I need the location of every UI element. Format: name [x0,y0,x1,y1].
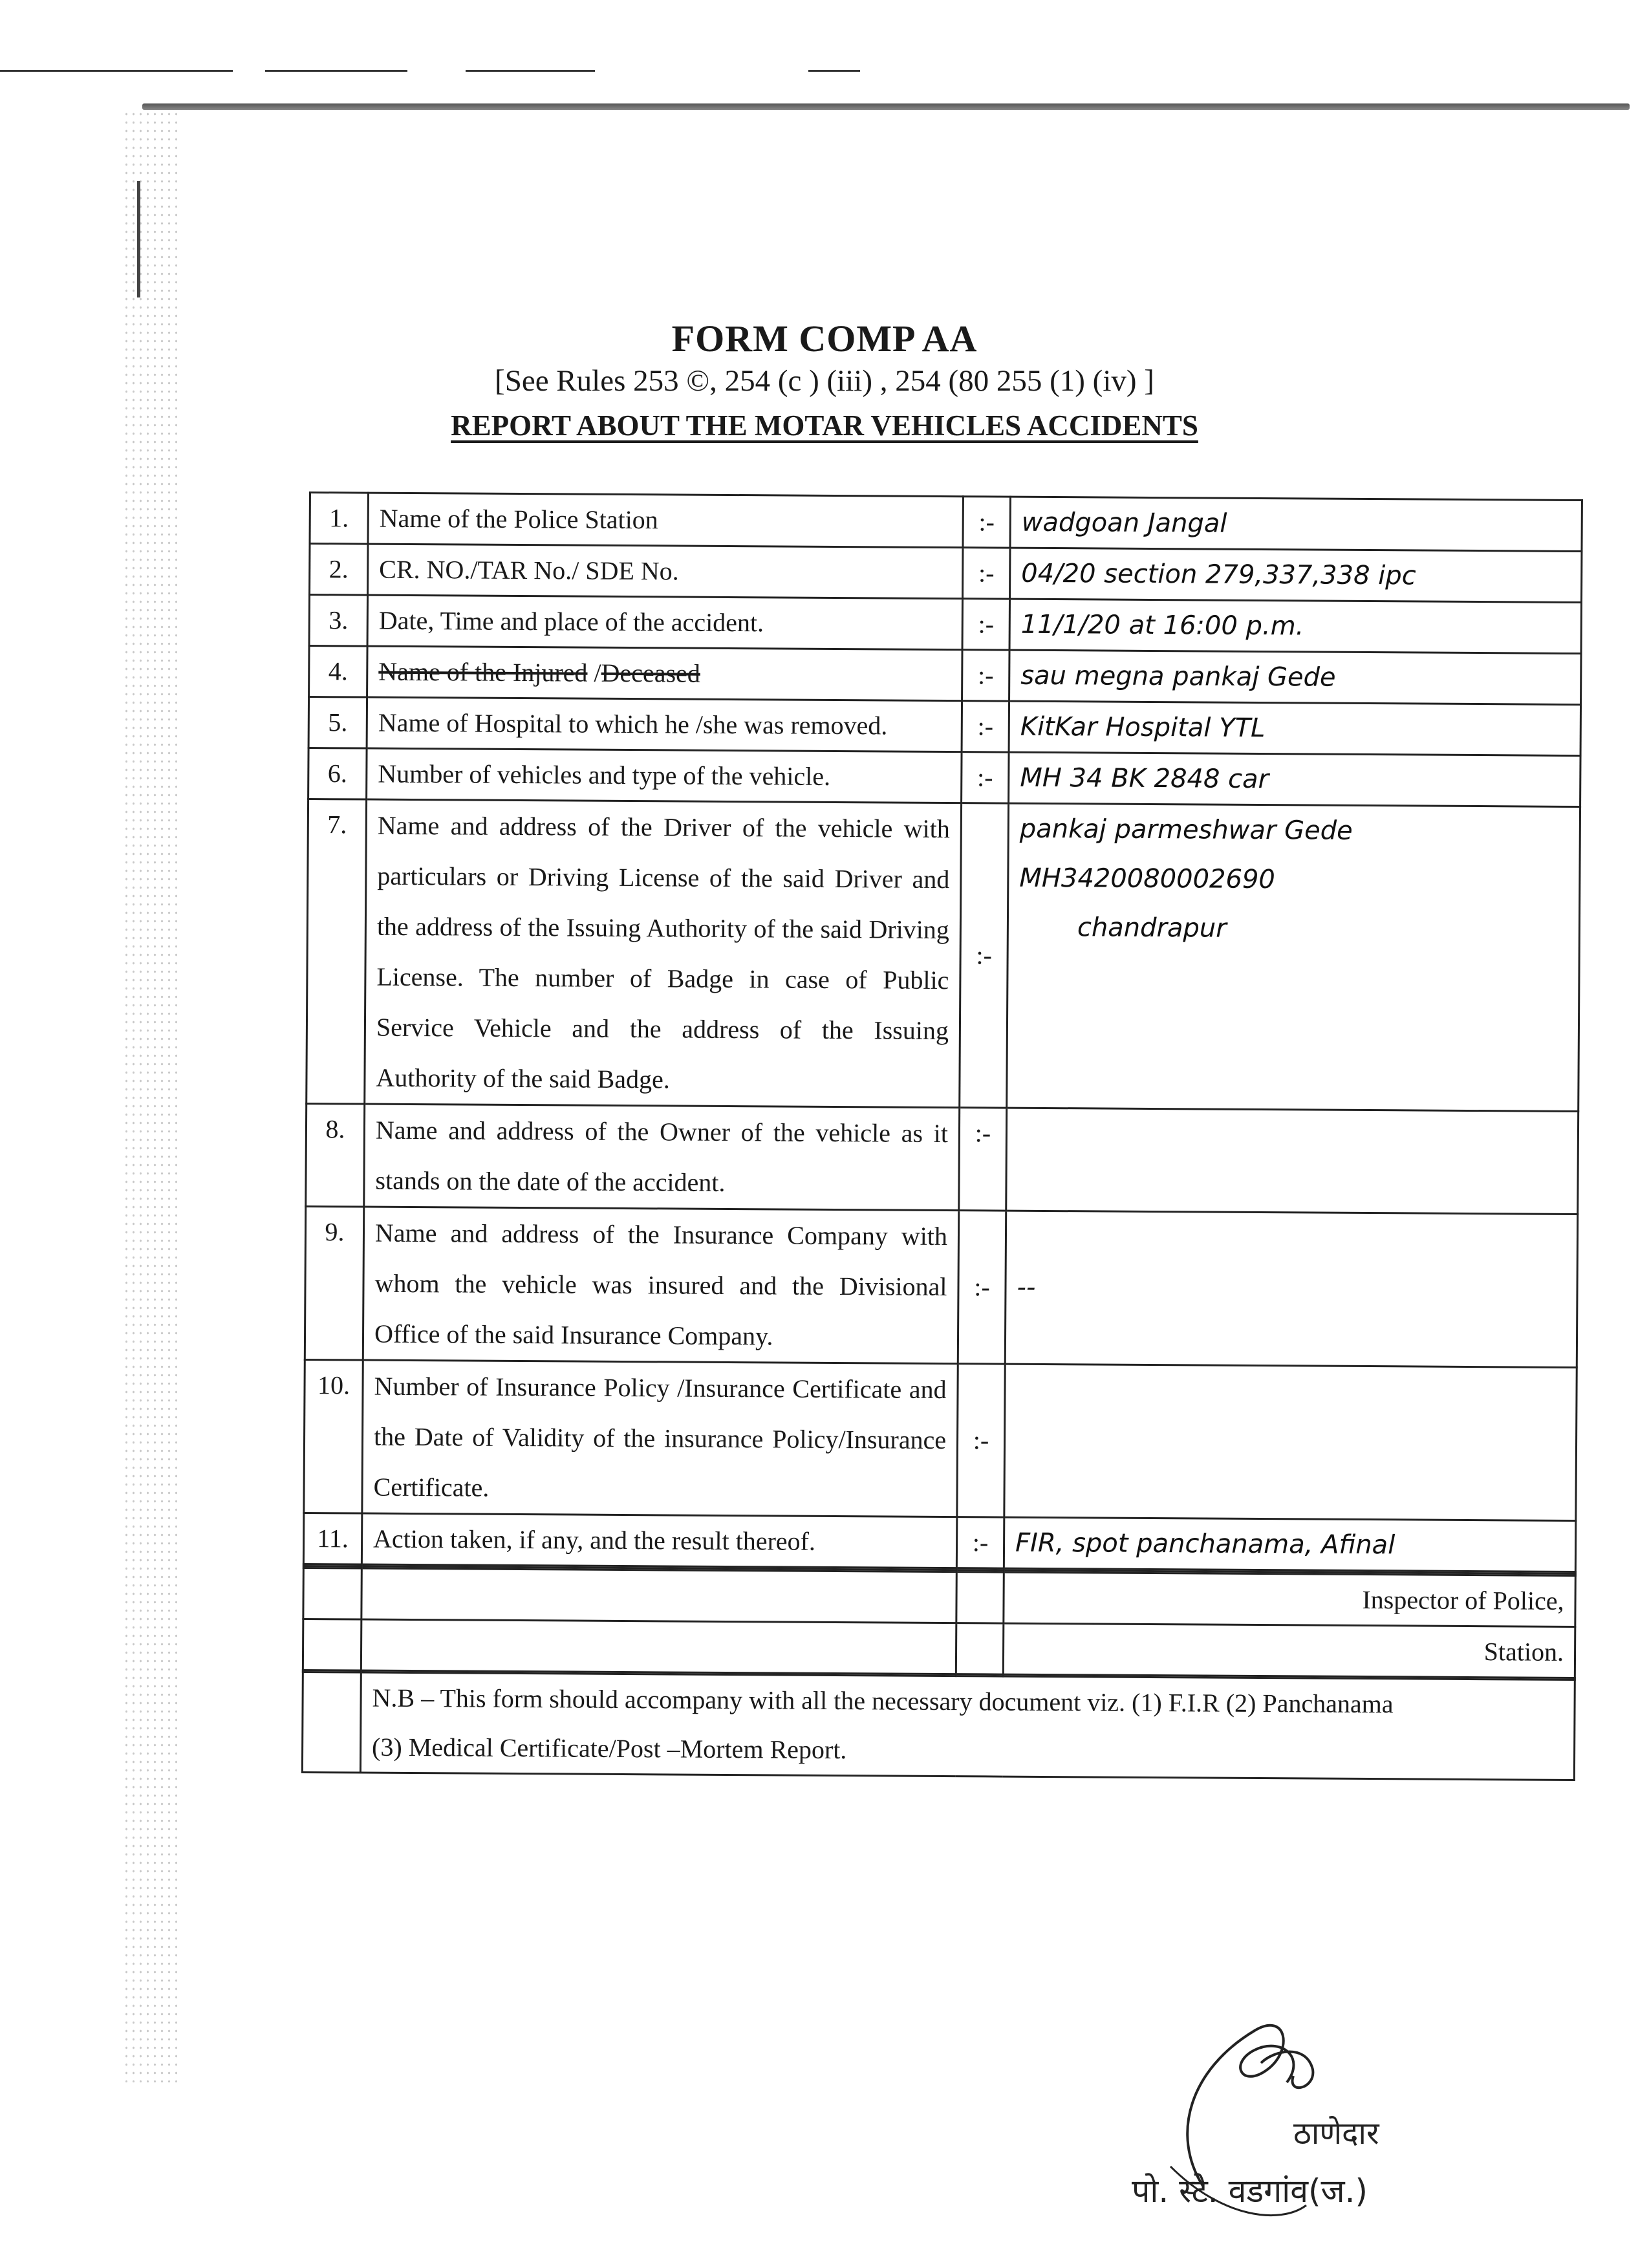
answer-police-station: wadgoan Jangal [1010,497,1582,551]
scan-speckle [123,110,181,2082]
blank-row [303,1568,1575,1626]
row-label: Name and address of the Owner of the vehicle as it stands on the date of the accident. [364,1104,960,1211]
answer-policy [1004,1364,1577,1520]
separator: :- [960,803,1009,1108]
deceased-label-struck: Deceased [601,658,700,688]
row-label: Name of Hospital to which he /she was removed. [367,697,962,752]
separator: :- [963,548,1010,599]
scan-edge-band [142,103,1630,110]
officer-signature-stamp [1093,1972,1481,2244]
scan-artifact-bracket [137,181,147,297]
report-title: REPORT ABOUT THE MOTAR VEHICLES ACCIDENTS [451,409,1198,442]
separator: :- [959,1108,1007,1211]
row-label [367,646,962,701]
separator: :- [962,701,1009,752]
nb-note-line-1: N.B – This form should accompany with all the necessary document viz. (1) F.I.R (2) Panchanama [372,1683,1394,1719]
driver-city: chandrapur [1077,913,1227,944]
row-number: 10. [304,1359,363,1513]
table-row [308,748,1580,807]
row-number: 2. [310,544,368,596]
answer-driver [1007,803,1580,1111]
table-row [306,1103,1579,1214]
blank-row [303,1619,1575,1678]
row-label: CR. NO./TAR No./ SDE No. [368,544,963,599]
row-number: 1. [310,493,368,545]
separator: :- [958,1211,1006,1364]
row-label: Number of vehicles and type of the vehicle. [367,748,962,803]
stamp-text-1: ठाणेदार [1293,2115,1379,2152]
answer-owner [1006,1108,1579,1214]
table-row [308,697,1580,756]
rules-reference: [See Rules 253 ©, 254 (c ) (iii) , 254 (80 255 (1) (iv) ] [495,364,1154,398]
table-row [309,595,1581,654]
row-number: 9. [305,1206,363,1360]
row-label: Date, Time and place of the accident. [367,595,962,650]
row-label: Number of Insurance Policy /Insurance Certificate and the Date of Validity of the insurance Policy/Insurance Certificate. [362,1360,958,1517]
row-label: Action taken, if any, and the result thereof. [361,1513,956,1568]
row-label: Name and address of the Driver of the vehicle with particulars or Driving License of the said Driver and the address of the Issuing Authority of the said Driving License. The number of Badge in case of Public Service Vehicle and the address of the Issuing Authority of the said Badge. [365,799,962,1108]
table-row [303,1513,1575,1571]
separator: :- [956,1517,1004,1568]
answer-injured-name: sau megna pankaj Gede [1009,650,1581,704]
row-number: 4. [309,646,367,698]
signature-station: Station. [1003,1623,1575,1678]
row-number: 5. [308,697,367,749]
label-slash: / [587,658,601,687]
separator: :- [963,497,1010,548]
table-row [307,799,1580,1112]
driver-license: MH3420080002690 [1019,863,1275,895]
scan-artifact-lines [0,70,1649,72]
row-number: 3. [309,595,367,647]
accident-report-table [301,491,1583,1781]
driver-name: pankaj parmeshwar Gede [1019,814,1353,846]
separator: :- [962,650,1009,701]
signature-title: Inspector of Police, [1004,1572,1575,1626]
table-row [304,1359,1577,1520]
answer-action-taken: FIR, spot panchanama, Afinal [1004,1517,1575,1571]
stamp-text-2: पो. स्टे. वडगांव(ज.) [1132,2172,1368,2210]
separator: :- [962,599,1009,650]
separator: :- [962,752,1009,803]
answer-insurance-company: -- [1005,1211,1577,1367]
table-row [310,544,1582,603]
answer-vehicle: MH 34 BK 2848 car [1009,752,1580,806]
table-row [309,646,1581,705]
table-row [305,1206,1577,1367]
table-row [310,493,1582,552]
separator: :- [957,1364,1005,1517]
row-number: 8. [306,1103,365,1207]
row-number: 7. [307,799,367,1105]
note-row [302,1672,1575,1780]
nb-note [360,1672,1575,1780]
injured-label-struck: Name of the Injured [378,656,588,687]
row-label: Name and address of the Insurance Company with whom the vehicle was insured and the Divisional Office of the said Insurance Company. [363,1207,958,1364]
answer-cr-number: 04/20 section 279,337,338 ipc [1010,548,1582,602]
answer-date-time: 11/1/20 at 16:00 p.m. [1009,599,1581,653]
row-label: Name of the Police Station [368,493,963,548]
form-title: FORM COMP AA [671,318,978,360]
nb-note-line-2: (3) Medical Certificate/Post –Mortem Report. [372,1732,847,1765]
answer-hospital: KitKar Hospital YTL [1009,701,1580,755]
row-number: 6. [308,748,367,800]
row-number: 11. [303,1513,361,1564]
